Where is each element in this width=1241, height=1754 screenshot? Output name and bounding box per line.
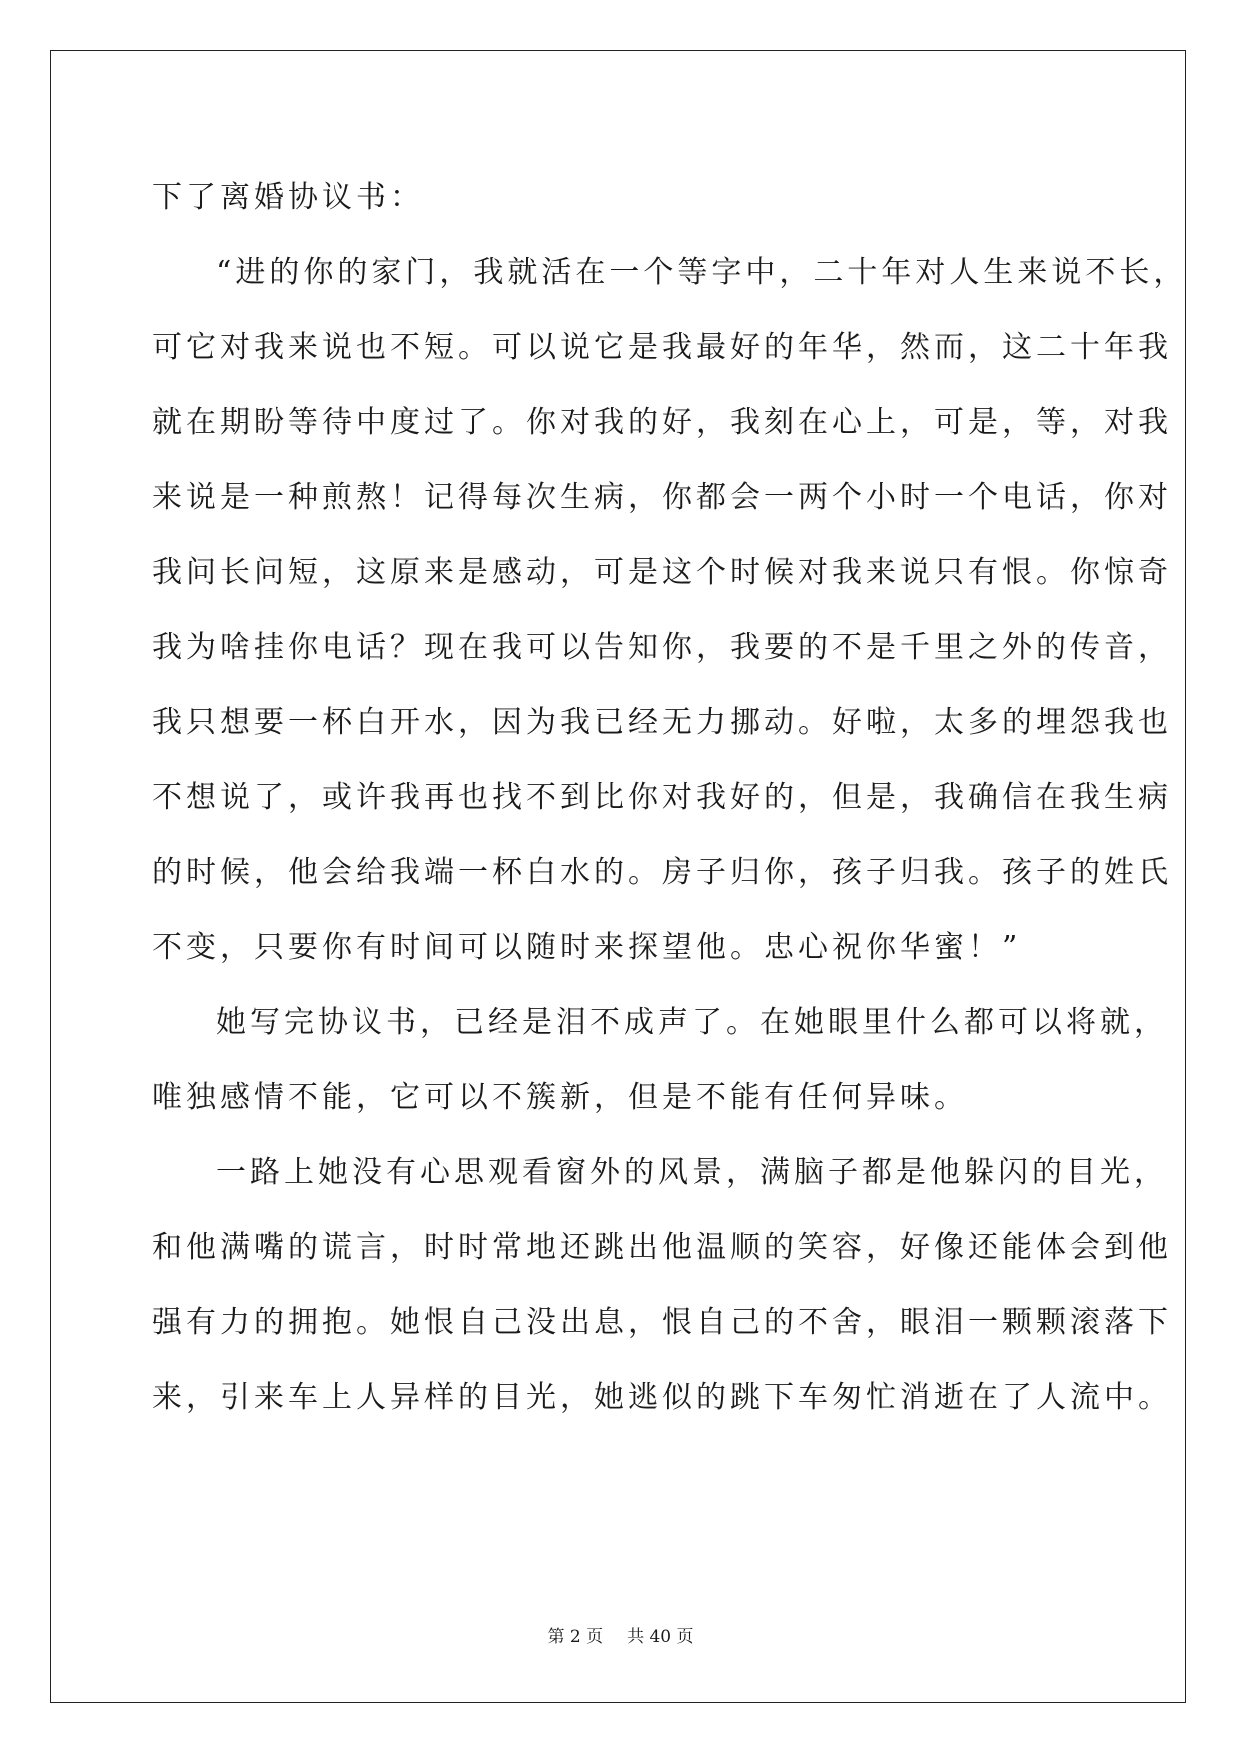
text-line: 下了离婚协议书： xyxy=(152,180,424,215)
text-line: 我问长问短，这原来是感动，可是这个时候对我来说只有恨。你惊奇 xyxy=(152,555,1172,590)
text-line: 和他满嘴的谎言，时时常地还跳出他温顺的笑容，好像还能体会到他 xyxy=(152,1230,1172,1265)
text-line: 来，引来车上人异样的目光，她逃似的跳下车匆忙消逝在了人流中。 xyxy=(152,1380,1172,1415)
text-line: 来说是一种煎熬！记得每次生病，你都会一两个小时一个电话，你对 xyxy=(152,480,1172,515)
text-line: 我为啥挂你电话？现在我可以告知你，我要的不是千里之外的传音， xyxy=(152,630,1172,665)
page-total: 共 40 页 xyxy=(627,1627,694,1647)
text-line: “进的你的家门，我就活在一个等字中，二十年对人生来说不长， xyxy=(216,255,1188,290)
text-line: 一路上她没有心思观看窗外的风景，满脑子都是他躲闪的目光， xyxy=(216,1155,1168,1190)
text-line: 不想说了，或许我再也找不到比你对我好的，但是，我确信在我生病 xyxy=(152,780,1172,815)
document-body xyxy=(152,160,1188,1435)
text-line: 的时候，他会给我端一杯白水的。房子归你，孩子归我。孩子的姓氏 xyxy=(152,855,1172,890)
text-line: 可它对我来说也不短。可以说它是我最好的年华，然而，这二十年我 xyxy=(152,330,1172,365)
text-line: 我只想要一杯白开水，因为我已经无力挪动。好啦，太多的埋怨我也 xyxy=(152,705,1172,740)
text-line: 她写完协议书，已经是泪不成声了。在她眼里什么都可以将就， xyxy=(216,1005,1168,1040)
page-footer xyxy=(0,1622,1241,1647)
text-line: 唯独感情不能，它可以不簇新，但是不能有任何异味。 xyxy=(152,1080,968,1115)
text-line: 不变，只要你有时间可以随时来探望他。忠心祝你华蜜！” xyxy=(152,930,1022,965)
text-line: 就在期盼等待中度过了。你对我的好，我刻在心上，可是，等，对我 xyxy=(152,405,1172,440)
page-number: 第 2 页 xyxy=(547,1627,604,1647)
text-line: 强有力的拥抱。她恨自己没出息，恨自己的不舍，眼泪一颗颗滚落下 xyxy=(152,1305,1172,1340)
